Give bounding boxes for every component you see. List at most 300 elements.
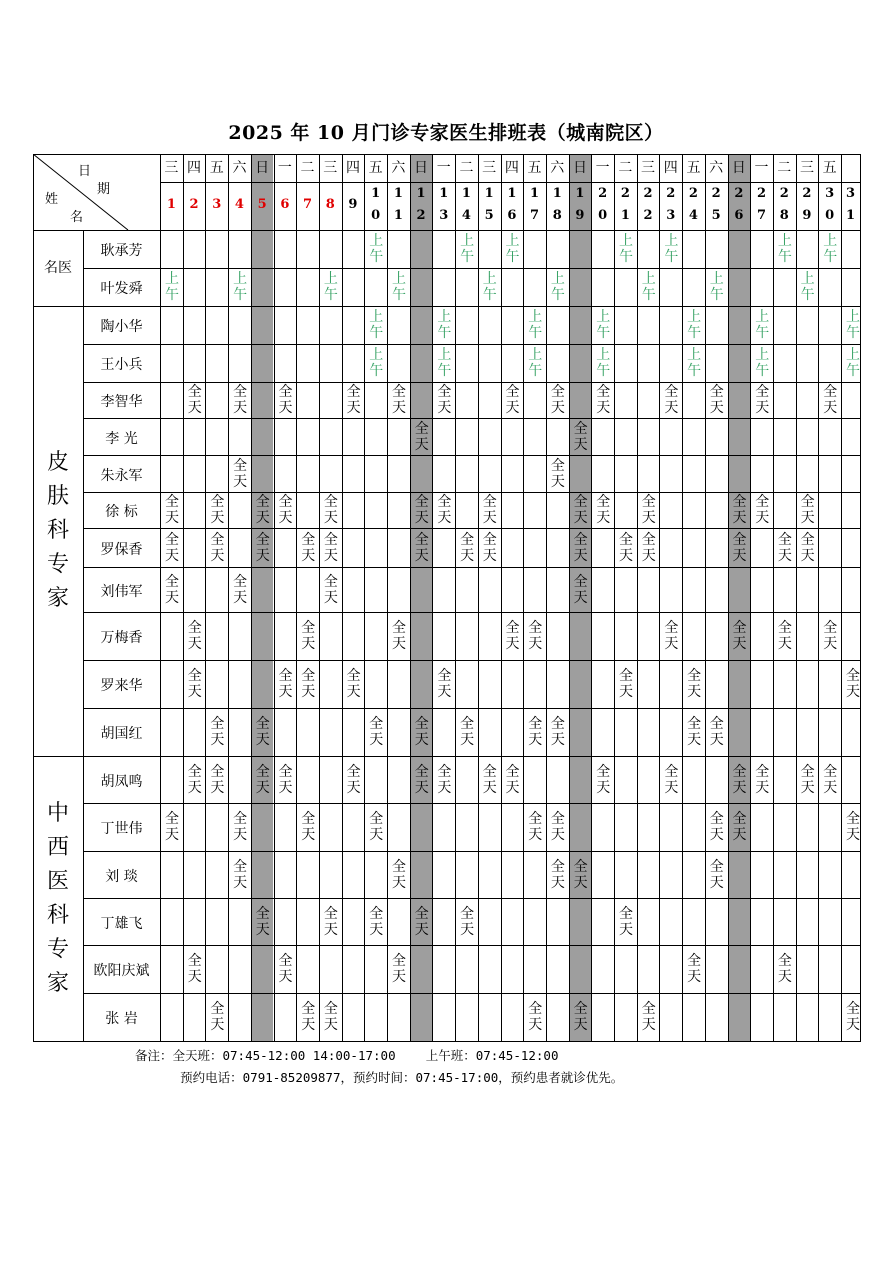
full-day-shift-mark: 全 天 bbox=[755, 494, 770, 526]
full-day-shift-mark: 全 天 bbox=[550, 811, 565, 843]
grid-line bbox=[591, 154, 592, 1041]
day-number: 8 bbox=[779, 208, 789, 223]
weekday-label: 四 bbox=[504, 160, 519, 176]
full-day-shift-mark: 全 天 bbox=[573, 858, 588, 891]
doctor-name: 叶发舜 bbox=[100, 281, 143, 297]
weekday-label: 六 bbox=[550, 160, 565, 176]
full-day-shift-mark: 全 天 bbox=[414, 763, 429, 796]
grid-line bbox=[523, 154, 524, 1041]
grid-line bbox=[83, 567, 860, 568]
full-day-shift-mark: 全 天 bbox=[165, 494, 179, 526]
am-shift-mark: 上 午 bbox=[823, 233, 838, 265]
full-day-shift-mark: 全 天 bbox=[505, 384, 520, 416]
weekday-label: 五 bbox=[527, 160, 542, 176]
am-shift-mark: 上 午 bbox=[437, 347, 452, 379]
am-shift-mark: 上 午 bbox=[846, 309, 860, 341]
full-day-shift-mark: 全 天 bbox=[346, 384, 361, 416]
weekday-label: 二 bbox=[618, 160, 633, 176]
day-number: 1 bbox=[575, 186, 585, 201]
doctor-name: 丁雄飞 bbox=[100, 915, 143, 932]
day-number: 4 bbox=[688, 208, 698, 223]
day-number: 3 bbox=[825, 186, 835, 201]
grid-line bbox=[637, 154, 638, 1041]
day-number: 6 bbox=[280, 197, 290, 212]
full-day-shift-mark: 全 天 bbox=[369, 716, 384, 748]
full-day-shift-mark: 全 天 bbox=[392, 858, 406, 891]
full-day-shift-mark: 全 天 bbox=[210, 1001, 225, 1033]
weekday-label: 一 bbox=[436, 160, 451, 176]
day-number: 4 bbox=[461, 208, 471, 223]
grid-line bbox=[614, 154, 615, 1041]
grid-line bbox=[818, 154, 819, 1041]
weekday-label: 四 bbox=[187, 160, 202, 176]
full-day-shift-mark: 全 天 bbox=[550, 858, 565, 891]
grid-line bbox=[33, 306, 860, 307]
full-day-shift-mark: 全 天 bbox=[550, 457, 565, 490]
full-day-shift-mark: 全 天 bbox=[823, 620, 838, 652]
doctor-name: 王小兵 bbox=[100, 357, 143, 373]
day-number: 2 bbox=[711, 186, 721, 201]
doctor-name: 罗来华 bbox=[100, 678, 143, 694]
full-day-shift-mark: 全 天 bbox=[846, 668, 860, 700]
full-day-shift-mark: 全 天 bbox=[823, 763, 838, 796]
am-shift-mark: 上 午 bbox=[687, 309, 702, 341]
grid-line bbox=[83, 660, 860, 661]
full-day-shift-mark: 全 天 bbox=[709, 811, 724, 843]
full-day-shift-mark: 全 天 bbox=[550, 384, 565, 416]
full-day-shift-mark: 全 天 bbox=[301, 811, 316, 843]
day-number: 0 bbox=[825, 208, 835, 223]
weekday-label: 三 bbox=[641, 160, 656, 176]
full-day-shift-mark: 全 天 bbox=[323, 905, 338, 938]
weekday-label: 日 bbox=[414, 160, 429, 176]
full-day-shift-mark: 全 天 bbox=[755, 763, 770, 796]
am-shift-mark: 上 午 bbox=[619, 233, 633, 265]
grid-line bbox=[296, 154, 297, 1041]
weekday-label: 日 bbox=[731, 160, 746, 176]
day-number: 3 bbox=[845, 186, 856, 201]
grid-line bbox=[319, 154, 320, 1041]
full-day-shift-mark: 全 天 bbox=[573, 531, 588, 564]
full-day-shift-mark: 全 天 bbox=[505, 620, 520, 652]
full-day-shift-mark: 全 天 bbox=[846, 811, 860, 843]
grid-line bbox=[33, 756, 860, 757]
weekday-label: 五 bbox=[209, 160, 224, 176]
grid-line bbox=[705, 154, 706, 1041]
day-number: 7 bbox=[757, 208, 767, 223]
full-day-shift-mark: 全 天 bbox=[777, 953, 792, 985]
day-number: 2 bbox=[757, 186, 767, 201]
full-day-shift-mark: 全 天 bbox=[437, 384, 452, 416]
day-number: 1 bbox=[393, 186, 403, 201]
day-number: 2 bbox=[620, 186, 630, 201]
full-day-shift-mark: 全 天 bbox=[255, 494, 270, 526]
am-shift-mark: 上 午 bbox=[165, 271, 179, 303]
grid-line bbox=[455, 154, 456, 1041]
day-number: 2 bbox=[643, 186, 653, 201]
day-number: 2 bbox=[734, 186, 744, 201]
full-day-shift-mark: 全 天 bbox=[255, 531, 270, 564]
grid-line bbox=[251, 154, 252, 1041]
weekday-label: 三 bbox=[323, 160, 338, 176]
full-day-shift-mark: 全 天 bbox=[255, 763, 270, 796]
full-day-shift-mark: 全 天 bbox=[233, 811, 248, 843]
doctor-name: 万梅香 bbox=[100, 630, 143, 646]
doctor-name: 刘 琰 bbox=[105, 868, 138, 885]
full-day-shift-mark: 全 天 bbox=[800, 494, 815, 526]
full-day-shift-mark: 全 天 bbox=[573, 494, 588, 526]
header-period-label: 期 bbox=[97, 182, 111, 197]
grid-line bbox=[83, 528, 860, 529]
day-number: 3 bbox=[212, 197, 222, 212]
full-day-shift-mark: 全 天 bbox=[301, 620, 316, 652]
weekday-label: 一 bbox=[595, 160, 610, 176]
full-day-shift-mark: 全 天 bbox=[460, 531, 475, 564]
am-shift-mark: 上 午 bbox=[460, 233, 475, 265]
full-day-shift-mark: 全 天 bbox=[392, 620, 406, 652]
full-day-shift-mark: 全 天 bbox=[777, 531, 792, 564]
day-number: 1 bbox=[484, 186, 494, 201]
full-day-shift-mark: 全 天 bbox=[573, 1001, 588, 1033]
full-day-shift-mark: 全 天 bbox=[233, 384, 248, 416]
full-day-shift-mark: 全 天 bbox=[528, 716, 543, 748]
grid-line bbox=[860, 154, 861, 1041]
full-day-shift-mark: 全 天 bbox=[210, 763, 225, 796]
weekday-label: 一 bbox=[277, 160, 292, 176]
grid-line bbox=[659, 154, 660, 1041]
full-day-shift-mark: 全 天 bbox=[641, 494, 656, 526]
notes bbox=[135, 1045, 623, 1089]
grid-line bbox=[83, 993, 860, 994]
day-number: 2 bbox=[598, 186, 608, 201]
full-day-shift-mark: 全 天 bbox=[687, 668, 702, 700]
full-day-shift-mark: 全 天 bbox=[732, 763, 747, 796]
full-day-shift-mark: 全 天 bbox=[550, 716, 565, 748]
doctor-name: 胡凤鸣 bbox=[100, 773, 143, 790]
full-day-shift-mark: 全 天 bbox=[233, 858, 248, 891]
am-shift-mark: 上 午 bbox=[369, 233, 384, 265]
full-day-shift-mark: 全 天 bbox=[346, 763, 361, 796]
grid-line bbox=[33, 154, 860, 155]
weekday-label: 二 bbox=[300, 160, 315, 176]
full-day-shift-mark: 全 天 bbox=[687, 953, 702, 985]
full-day-shift-mark: 全 天 bbox=[664, 620, 679, 652]
full-day-shift-mark: 全 天 bbox=[187, 953, 202, 985]
day-number: 2 bbox=[643, 208, 653, 223]
weekday-label: 二 bbox=[459, 160, 474, 176]
department-label: 皮 肤 科 专 家 bbox=[46, 450, 69, 611]
grid-line bbox=[83, 230, 84, 1041]
day-number: 5 bbox=[711, 208, 721, 223]
day-number: 8 bbox=[325, 197, 335, 212]
full-day-shift-mark: 全 天 bbox=[641, 531, 656, 564]
grid-line bbox=[160, 154, 161, 1041]
full-day-shift-mark: 全 天 bbox=[596, 763, 611, 796]
grid-line bbox=[83, 1041, 860, 1042]
am-shift-mark: 上 午 bbox=[505, 233, 520, 265]
weekday-label: 五 bbox=[686, 160, 701, 176]
weekday-label: 四 bbox=[345, 160, 360, 176]
weekday-label: 三 bbox=[164, 160, 179, 176]
weekday-label: 二 bbox=[777, 160, 792, 176]
full-day-shift-mark: 全 天 bbox=[732, 811, 747, 843]
am-shift-mark: 上 午 bbox=[392, 271, 406, 303]
full-day-shift-mark: 全 天 bbox=[437, 668, 452, 700]
full-day-shift-mark: 全 天 bbox=[414, 531, 429, 564]
am-shift-mark: 上 午 bbox=[755, 309, 770, 341]
full-day-shift-mark: 全 天 bbox=[301, 531, 316, 564]
weekday-label: 三 bbox=[482, 160, 497, 176]
day-number: 2 bbox=[666, 186, 676, 201]
am-shift-mark: 上 午 bbox=[709, 271, 724, 303]
grid-line bbox=[274, 154, 275, 1041]
header-surname-label: 姓 bbox=[45, 192, 59, 207]
full-day-shift-mark: 全 天 bbox=[823, 384, 838, 416]
full-day-shift-mark: 全 天 bbox=[437, 494, 452, 526]
weekday-label: 五 bbox=[368, 160, 383, 176]
am-shift-mark: 上 午 bbox=[528, 309, 543, 341]
doctor-name: 李智华 bbox=[100, 394, 143, 410]
grid-line bbox=[83, 344, 860, 345]
full-day-shift-mark: 全 天 bbox=[619, 531, 633, 564]
full-day-shift-mark: 全 天 bbox=[301, 668, 316, 700]
full-day-shift-mark: 全 天 bbox=[210, 531, 225, 564]
full-day-shift-mark: 全 天 bbox=[573, 420, 588, 453]
full-day-shift-mark: 全 天 bbox=[165, 811, 179, 843]
full-day-shift-mark: 全 天 bbox=[460, 905, 475, 938]
grid-line bbox=[387, 154, 388, 1041]
grid-line bbox=[160, 182, 860, 183]
grid-line bbox=[501, 154, 502, 1041]
full-day-shift-mark: 全 天 bbox=[323, 531, 338, 564]
page-title: 2025 年 10 月门诊专家医生排班表（城南院区） bbox=[228, 122, 664, 144]
grid-line bbox=[83, 455, 860, 456]
full-day-shift-mark: 全 天 bbox=[641, 1001, 656, 1033]
grid-line bbox=[728, 154, 729, 1041]
full-day-shift-mark: 全 天 bbox=[323, 573, 338, 606]
day-number: 0 bbox=[371, 208, 381, 223]
full-day-shift-mark: 全 天 bbox=[732, 494, 747, 526]
day-number: 1 bbox=[530, 186, 540, 201]
full-day-shift-mark: 全 天 bbox=[437, 763, 452, 796]
doctor-name: 李 光 bbox=[105, 430, 138, 447]
day-number: 2 bbox=[802, 186, 812, 201]
full-day-shift-mark: 全 天 bbox=[482, 494, 497, 526]
grid-line bbox=[478, 154, 479, 1041]
full-day-shift-mark: 全 天 bbox=[187, 763, 202, 796]
am-shift-mark: 上 午 bbox=[596, 347, 611, 379]
full-day-shift-mark: 全 天 bbox=[233, 457, 248, 490]
full-day-shift-mark: 全 天 bbox=[278, 953, 293, 985]
full-day-shift-mark: 全 天 bbox=[709, 858, 724, 891]
am-shift-mark: 上 午 bbox=[369, 309, 384, 341]
note-line-shifts: 备注：全天班：07:45-12:00 14:00-17:00 上午班：07:45-12:00 bbox=[135, 1048, 559, 1063]
day-number: 6 bbox=[507, 208, 517, 223]
full-day-shift-mark: 全 天 bbox=[664, 384, 679, 416]
full-day-shift-mark: 全 天 bbox=[619, 668, 633, 700]
grid-line bbox=[183, 154, 184, 1041]
full-day-shift-mark: 全 天 bbox=[482, 763, 497, 796]
am-shift-mark: 上 午 bbox=[687, 347, 702, 379]
full-day-shift-mark: 全 天 bbox=[709, 716, 724, 748]
full-day-shift-mark: 全 天 bbox=[482, 531, 497, 564]
doctor-name: 徐 标 bbox=[105, 504, 138, 520]
full-day-shift-mark: 全 天 bbox=[732, 620, 747, 652]
weekday-label: 六 bbox=[391, 160, 406, 176]
full-day-shift-mark: 全 天 bbox=[414, 716, 429, 748]
full-day-shift-mark: 全 天 bbox=[301, 1001, 316, 1033]
full-day-shift-mark: 全 天 bbox=[187, 384, 202, 416]
day-number: 1 bbox=[507, 186, 517, 201]
grid-line bbox=[773, 154, 774, 1041]
full-day-shift-mark: 全 天 bbox=[255, 905, 270, 938]
weekday-label: 日 bbox=[572, 160, 587, 176]
day-number: 1 bbox=[552, 186, 562, 201]
weekday-label: 五 bbox=[822, 160, 837, 176]
day-number: 2 bbox=[779, 186, 789, 201]
day-number: 9 bbox=[575, 208, 585, 223]
full-day-shift-mark: 全 天 bbox=[846, 1001, 860, 1033]
day-number: 1 bbox=[371, 186, 381, 201]
grid-line bbox=[569, 154, 570, 1041]
full-day-shift-mark: 全 天 bbox=[210, 716, 225, 748]
weekday-label: 三 bbox=[799, 160, 814, 176]
full-day-shift-mark: 全 天 bbox=[800, 531, 815, 564]
grid-line bbox=[83, 708, 860, 709]
doctor-name: 罗保香 bbox=[100, 541, 143, 558]
grid-line bbox=[432, 154, 433, 1041]
full-day-shift-mark: 全 天 bbox=[278, 384, 293, 416]
full-day-shift-mark: 全 天 bbox=[346, 668, 361, 700]
am-shift-mark: 上 午 bbox=[323, 271, 338, 303]
day-number: 7 bbox=[303, 197, 313, 212]
full-day-shift-mark: 全 天 bbox=[369, 905, 384, 938]
am-shift-mark: 上 午 bbox=[528, 347, 543, 379]
full-day-shift-mark: 全 天 bbox=[573, 573, 588, 606]
day-number: 3 bbox=[439, 208, 449, 223]
grid-line bbox=[33, 230, 860, 231]
doctor-name: 刘伟军 bbox=[100, 583, 143, 600]
grid-line bbox=[83, 382, 860, 383]
day-number: 9 bbox=[802, 208, 812, 223]
am-shift-mark: 上 午 bbox=[550, 271, 565, 303]
day-number: 9 bbox=[348, 197, 358, 212]
grid-line bbox=[83, 268, 860, 269]
grid-line bbox=[841, 154, 842, 1041]
full-day-shift-mark: 全 天 bbox=[233, 573, 248, 606]
full-day-shift-mark: 全 天 bbox=[165, 573, 179, 606]
grid-line bbox=[83, 492, 860, 493]
doctor-name: 张 岩 bbox=[105, 1011, 138, 1027]
full-day-shift-mark: 全 天 bbox=[800, 763, 815, 796]
grid-line bbox=[83, 803, 860, 804]
day-number: 1 bbox=[416, 186, 426, 201]
doctor-name: 胡国红 bbox=[100, 726, 143, 742]
full-day-shift-mark: 全 天 bbox=[414, 420, 429, 453]
day-number: 4 bbox=[234, 197, 244, 212]
weekday-label: 四 bbox=[663, 160, 678, 176]
grid-line bbox=[83, 612, 860, 613]
full-day-shift-mark: 全 天 bbox=[414, 494, 429, 526]
grid-line bbox=[83, 945, 860, 946]
day-number: 2 bbox=[688, 186, 698, 201]
day-number: 6 bbox=[734, 208, 744, 223]
full-day-shift-mark: 全 天 bbox=[528, 1001, 543, 1033]
full-day-shift-mark: 全 天 bbox=[528, 811, 543, 843]
weekday-label: 一 bbox=[754, 160, 769, 176]
day-number: 8 bbox=[552, 208, 562, 223]
day-number: 1 bbox=[620, 208, 630, 223]
full-day-shift-mark: 全 天 bbox=[596, 384, 611, 416]
full-day-shift-mark: 全 天 bbox=[596, 494, 611, 526]
sunday-column bbox=[728, 154, 751, 1041]
day-number: 5 bbox=[484, 208, 494, 223]
grid-line bbox=[33, 154, 34, 1041]
full-day-shift-mark: 全 天 bbox=[664, 763, 679, 796]
day-number: 1 bbox=[845, 208, 856, 223]
am-shift-mark: 上 午 bbox=[846, 347, 860, 379]
weekday-label: 六 bbox=[709, 160, 724, 176]
grid-line bbox=[546, 154, 547, 1041]
grid-line bbox=[750, 154, 751, 1041]
day-number: 2 bbox=[416, 208, 426, 223]
doctor-name: 朱永军 bbox=[100, 467, 143, 484]
full-day-shift-mark: 全 天 bbox=[210, 494, 225, 526]
full-day-shift-mark: 全 天 bbox=[392, 384, 406, 416]
am-shift-mark: 上 午 bbox=[641, 271, 656, 303]
grid-line bbox=[83, 418, 860, 419]
am-shift-mark: 上 午 bbox=[233, 271, 248, 303]
header-name-label: 名 bbox=[70, 210, 84, 225]
day-number: 1 bbox=[166, 197, 176, 212]
am-shift-mark: 上 午 bbox=[755, 347, 770, 379]
full-day-shift-mark: 全 天 bbox=[755, 384, 770, 416]
doctor-name: 陶小华 bbox=[100, 319, 143, 335]
am-shift-mark: 上 午 bbox=[369, 347, 384, 379]
full-day-shift-mark: 全 天 bbox=[709, 384, 724, 416]
full-day-shift-mark: 全 天 bbox=[187, 620, 202, 652]
full-day-shift-mark: 全 天 bbox=[505, 763, 520, 796]
full-day-shift-mark: 全 天 bbox=[460, 716, 475, 748]
full-day-shift-mark: 全 天 bbox=[278, 494, 293, 526]
full-day-shift-mark: 全 天 bbox=[732, 531, 747, 564]
full-day-shift-mark: 全 天 bbox=[187, 668, 202, 700]
grid-line bbox=[342, 154, 343, 1041]
grid-line bbox=[364, 154, 365, 1041]
full-day-shift-mark: 全 天 bbox=[255, 716, 270, 748]
weekday-label: 日 bbox=[255, 160, 270, 176]
department-label: 中 西 医 科 专 家 bbox=[46, 800, 69, 996]
full-day-shift-mark: 全 天 bbox=[619, 905, 633, 938]
full-day-shift-mark: 全 天 bbox=[165, 531, 179, 564]
note-line-booking: 预约电话：0791-85209877，预约时间：07:45-17:00，预约患者就诊优先。 bbox=[135, 1070, 624, 1085]
full-day-shift-mark: 全 天 bbox=[278, 763, 293, 796]
department-label: 名医 bbox=[44, 260, 72, 276]
full-day-shift-mark: 全 天 bbox=[414, 905, 429, 938]
am-shift-mark: 上 午 bbox=[800, 271, 815, 303]
grid-line bbox=[682, 154, 683, 1041]
grid-line bbox=[83, 898, 860, 899]
doctor-name: 耿承芳 bbox=[100, 243, 143, 259]
doctor-name: 丁世伟 bbox=[100, 821, 143, 837]
day-number: 7 bbox=[530, 208, 540, 223]
am-shift-mark: 上 午 bbox=[437, 309, 452, 341]
full-day-shift-mark: 全 天 bbox=[528, 620, 543, 652]
am-shift-mark: 上 午 bbox=[664, 233, 679, 265]
full-day-shift-mark: 全 天 bbox=[278, 668, 293, 700]
header-date-label: 日 bbox=[78, 164, 92, 179]
doctor-name: 欧阳庆斌 bbox=[93, 963, 150, 979]
